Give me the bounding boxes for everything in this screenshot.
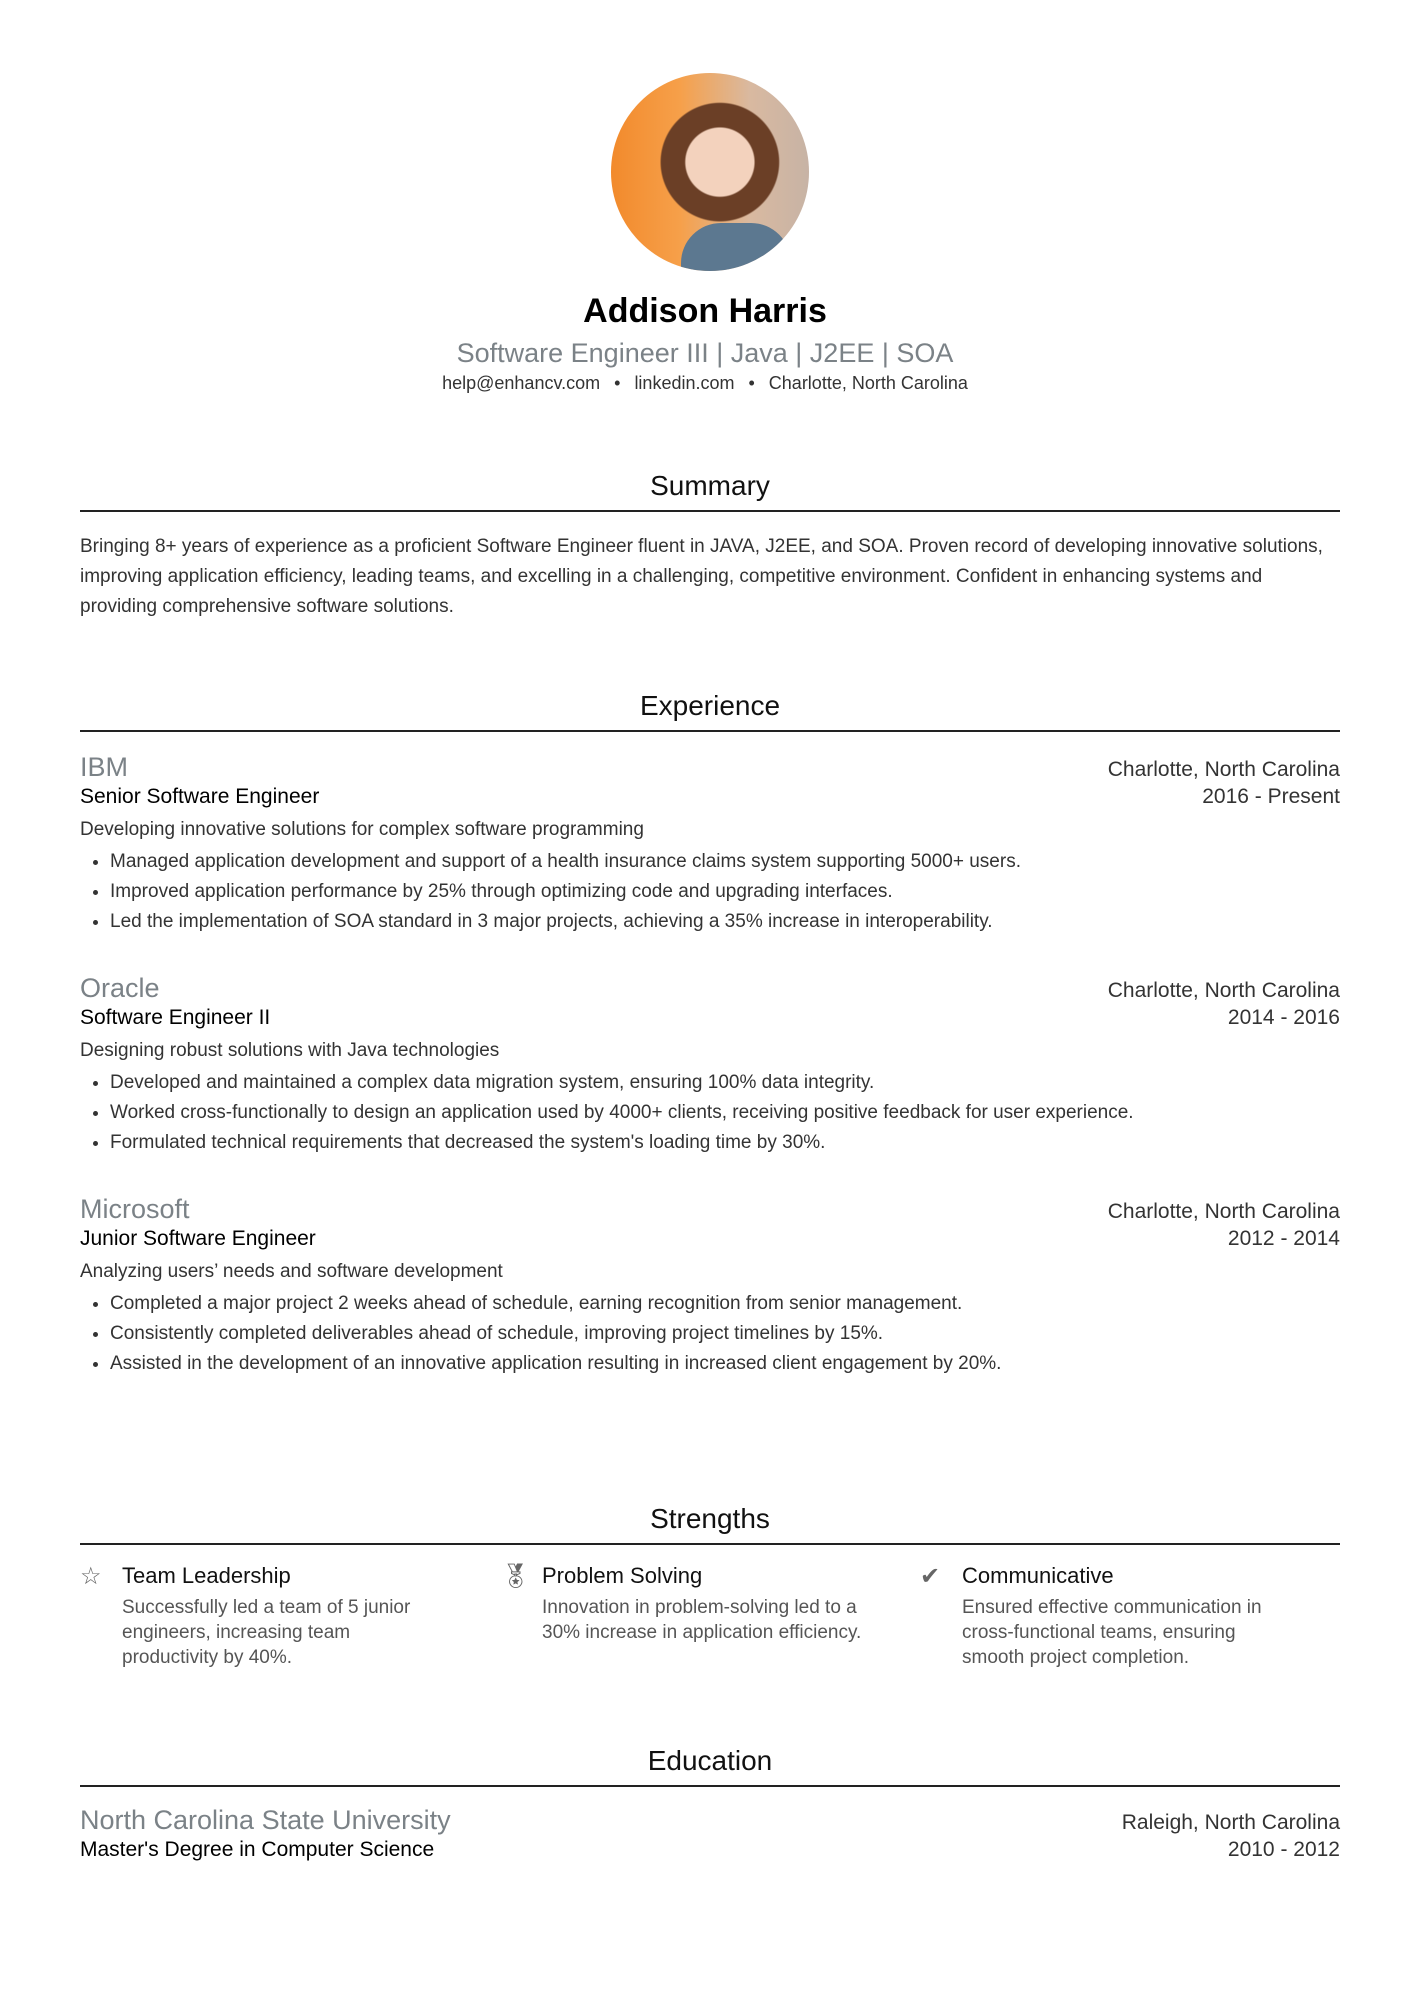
job-entry [80, 1194, 1340, 1379]
profile-photo [611, 73, 809, 271]
job-bullet: • Formulated technical requirements that decreased the system's loading time by 30%. [110, 1128, 1340, 1158]
education-entry [80, 1805, 1340, 1862]
star-icon: ☆ [80, 1563, 102, 1590]
job-description: Analyzing users’ needs and software development [80, 1261, 503, 1282]
job-bullet: • Assisted in the development of an innovative application resulting in increased client engagement by 20%. [110, 1349, 1340, 1379]
job-bullets [80, 1289, 1340, 1379]
job-role: Software Engineer II [80, 1006, 271, 1029]
job-location: Charlotte, North Carolina [1107, 979, 1340, 1002]
company-name: Microsoft [80, 1194, 190, 1224]
section-title: Education [80, 1745, 1340, 1787]
contact-line [0, 373, 1410, 394]
linkedin[interactable]: linkedin.com [634, 373, 735, 393]
section-title: Summary [80, 470, 1340, 512]
section-title: Experience [80, 690, 1340, 732]
job-bullet: • Worked cross-functionally to design an application used by 4000+ clients, receiving positive feedback for user experience. [110, 1098, 1340, 1128]
job-role: Junior Software Engineer [80, 1227, 316, 1250]
job-bullet: • Completed a major project 2 weeks ahead of schedule, earning recognition from senior management. [110, 1289, 1340, 1319]
job-bullet: • Led the implementation of SOA standard in 3 major projects, achieving a 35% increase in interoperability. [110, 907, 1340, 937]
job-location: Charlotte, North Carolina [1107, 758, 1340, 781]
strength-title: Communicative [962, 1563, 1114, 1588]
separator: • [748, 373, 755, 393]
company-name: IBM [80, 752, 129, 782]
section-title: Strengths [80, 1503, 1340, 1545]
job-bullets [80, 847, 1340, 937]
school-name: North Carolina State University [80, 1805, 451, 1835]
email[interactable]: help@enhancv.com [442, 373, 601, 393]
job-bullet: • Improved application performance by 25% through optimizing code and upgrading interfaces. [110, 877, 1340, 907]
job-bullet: • Managed application development and support of a health insurance claims system supporting 5000+ users. [110, 847, 1340, 877]
strength-text: Successfully led a team of 5 junior engineers, increasing team productivity by 40%. [122, 1597, 411, 1668]
strength-text: Ensured effective communication in cross-functional teams, ensuring smooth project completion. [962, 1597, 1262, 1668]
job-dates: 2014 - 2016 [1227, 1006, 1340, 1029]
strength-text: Innovation in problem-solving led to a 30% increase in application efficiency. [542, 1597, 862, 1643]
strength-title: Problem Solving [542, 1563, 703, 1588]
strengths-section [80, 1503, 1340, 1670]
job-description: Developing innovative solutions for complex software programming [80, 819, 644, 840]
separator: • [614, 373, 621, 393]
experience-section [80, 690, 1340, 1379]
headline: Software Engineer III | Java | J2EE | SOA [456, 338, 954, 368]
job-role: Senior Software Engineer [80, 785, 320, 808]
job-entry [80, 973, 1340, 1158]
job-dates: 2016 - Present [1202, 785, 1340, 808]
school-location: Raleigh, North Carolina [1121, 1811, 1340, 1834]
job-bullet: • Developed and maintained a complex data migration system, ensuring 100% data integrity. [110, 1068, 1340, 1098]
job-entry [80, 752, 1340, 937]
job-dates: 2012 - 2014 [1227, 1227, 1340, 1250]
job-location: Charlotte, North Carolina [1107, 1200, 1340, 1223]
award-icon: 🏅︎ [500, 1563, 531, 1590]
strength-title: Team Leadership [122, 1563, 291, 1588]
education-section [80, 1745, 1340, 1862]
summary-section [80, 470, 1340, 622]
strength-item [80, 1563, 500, 1670]
degree: Master's Degree in Computer Science [80, 1838, 435, 1861]
check-icon: ✔ [920, 1563, 941, 1590]
education-dates: 2010 - 2012 [1227, 1838, 1340, 1861]
location: Charlotte, North Carolina [768, 373, 968, 393]
company-name: Oracle [80, 973, 160, 1003]
candidate-name: Addison Harris [583, 292, 827, 330]
strength-item [920, 1563, 1340, 1670]
summary-text: Bringing 8+ years of experience as a proficient Software Engineer fluent in JAVA, J2EE, and SOA. Proven record of developing innovative solutions, improving application efficiency, leading teams, and excelling in a challenging, competitive environment. Confident in enhancing systems and providing comprehensive software solutions. [80, 536, 1323, 617]
strength-item [500, 1563, 920, 1670]
job-bullets [80, 1068, 1340, 1158]
job-description: Designing robust solutions with Java technologies [80, 1040, 500, 1061]
job-bullet: • Consistently completed deliverables ahead of schedule, improving project timelines by 15%. [110, 1319, 1340, 1349]
